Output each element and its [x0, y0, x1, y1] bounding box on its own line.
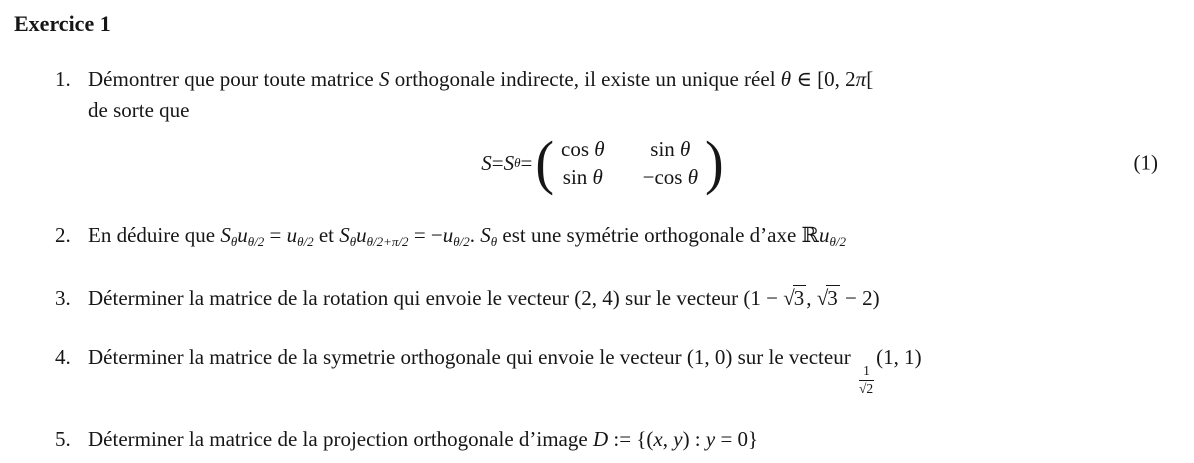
- sqrt-3-radical: [783, 286, 806, 310]
- item-1-text-1: Démontrer que pour toute matrice: [88, 67, 379, 91]
- var-y: y: [705, 427, 716, 452]
- item-1-text-3: ∈ [0, 2: [791, 67, 856, 91]
- var-y: y: [673, 427, 683, 452]
- var-S: S: [378, 67, 390, 91]
- item-3-text-4: − 2): [839, 286, 880, 310]
- var-pi: π: [855, 67, 867, 91]
- item-2-text-1: En déduire que: [88, 223, 221, 247]
- item-4: [55, 342, 1194, 396]
- equals-minus-sign: = −: [408, 223, 443, 247]
- vector-1-1: (1, 1): [876, 345, 922, 369]
- item-3-line-1: [88, 283, 880, 314]
- vector-2-4: (2, 4): [574, 286, 620, 310]
- item-3-body: [88, 283, 880, 314]
- fraction-numerator: 1: [863, 363, 870, 378]
- radical-sign: √: [816, 286, 829, 310]
- item-2-text-3: .: [469, 223, 481, 247]
- equals-sign: =: [520, 150, 533, 175]
- fraction-denominator: [859, 381, 874, 397]
- equals-sign: =: [264, 223, 287, 247]
- comma: ,: [662, 427, 674, 452]
- var-u: u: [356, 223, 367, 247]
- var-u: u: [819, 223, 830, 247]
- fraction-1-over-sqrt-2: [859, 364, 874, 396]
- matrix-cell-r2c1: [561, 163, 605, 191]
- matrix-cell-r1c1: [561, 135, 605, 163]
- cos-function: cos: [561, 137, 595, 161]
- var-S: S: [481, 150, 492, 175]
- subscript-theta-over-2: θ/2: [297, 234, 314, 249]
- radicand-3: 3: [827, 286, 838, 310]
- item-4-line-1: [88, 342, 922, 396]
- item-3-text-3: ,: [806, 286, 817, 310]
- var-theta: θ: [592, 165, 603, 189]
- subscript-theta-over-2: θ/2: [453, 234, 470, 249]
- item-1-text-2: orthogonale indirecte, il existe un unique réel: [389, 67, 781, 91]
- exercise-title: Exercice 1: [14, 11, 111, 36]
- equation-body: S = S θ = ( cos θ sin θ sin θ −cos θ ): [481, 129, 724, 197]
- subscript-theta: θ: [490, 234, 498, 249]
- item-1: [55, 64, 1194, 126]
- item-5-text-1: Déterminer la matrice de la projection orthogonale d’image: [88, 427, 593, 452]
- item-2-body: [88, 220, 846, 251]
- item-2-text-2: et: [313, 223, 340, 247]
- item-4-number: 4.: [55, 345, 71, 369]
- var-S-theta: S: [220, 223, 231, 247]
- var-S-theta: S: [339, 223, 350, 247]
- var-theta: θ: [594, 137, 605, 161]
- equation-number: (1): [1133, 150, 1158, 175]
- exercise-items: [14, 64, 1194, 455]
- item-1-body: [88, 64, 873, 126]
- sin-function: sin: [562, 165, 593, 189]
- item-3-number: 3.: [55, 286, 71, 310]
- item-5-text-2: := {(: [608, 427, 654, 452]
- radicand-2: 2: [866, 380, 874, 396]
- item-5-body: [88, 424, 758, 455]
- matrix-cell-r2c2: [643, 163, 698, 191]
- sin-function: sin: [650, 137, 681, 161]
- matrix-cell-r1c2: [643, 135, 698, 163]
- item-2-line-1: [88, 220, 846, 251]
- subscript-theta: θ: [230, 234, 238, 249]
- blackboard-R: ℝ: [801, 223, 819, 247]
- item-4-text-1: Déterminer la matrice de la symetrie orthogonale qui envoie le vecteur: [88, 345, 687, 369]
- var-theta: θ: [780, 67, 792, 91]
- item-3: [55, 283, 1194, 314]
- item-5-number: 5.: [55, 427, 71, 452]
- radical-sign: √: [783, 286, 795, 310]
- item-5-text-4: = 0}: [715, 427, 759, 452]
- var-D: D: [592, 427, 609, 452]
- item-1-text-4: [: [866, 67, 874, 91]
- item-3-text-2: sur le vecteur (1 −: [619, 286, 784, 310]
- var-u: u: [442, 223, 454, 247]
- item-2: [55, 220, 1194, 251]
- sqrt-3-radical: [817, 286, 840, 310]
- item-4-body: [88, 342, 922, 396]
- var-theta: θ: [680, 137, 691, 161]
- var-S-theta: S: [480, 223, 491, 247]
- radicand-3: 3: [793, 286, 805, 310]
- subscript-theta-over-2: θ/2: [247, 234, 265, 249]
- item-3-text-1: Déterminer la matrice de la rotation qui envoie le vecteur: [88, 286, 575, 310]
- item-1-number: 1.: [55, 67, 71, 91]
- item-5-line-1: [88, 424, 758, 455]
- equation-1: [14, 130, 1194, 196]
- item-5-text-3: ) :: [682, 427, 706, 452]
- vector-1-0: (1, 0): [686, 345, 733, 369]
- subscript-theta-over-2-plus-pi-over-2: θ/2+π/2: [366, 234, 409, 249]
- neg-cos-function: −cos: [642, 165, 688, 189]
- var-S-theta: S: [503, 150, 515, 175]
- item-2-text-4: est une symétrie orthogonale d’axe: [497, 223, 802, 247]
- item-1-line-1: [88, 64, 873, 95]
- var-u: u: [286, 223, 298, 247]
- subscript-theta-over-2: θ/2: [829, 234, 846, 249]
- var-x: x: [653, 427, 663, 452]
- item-4-text-2: sur le vecteur: [732, 345, 856, 369]
- equals-sign: =: [491, 150, 504, 175]
- item-5: [55, 424, 1194, 455]
- var-u: u: [237, 223, 248, 247]
- item-1-line-2: de sorte que: [88, 98, 190, 122]
- item-2-number: 2.: [55, 223, 71, 247]
- var-theta: θ: [687, 165, 699, 189]
- rotation-matrix: [561, 135, 698, 191]
- radical-sign: √: [858, 380, 867, 396]
- subscript-theta: θ: [349, 234, 357, 249]
